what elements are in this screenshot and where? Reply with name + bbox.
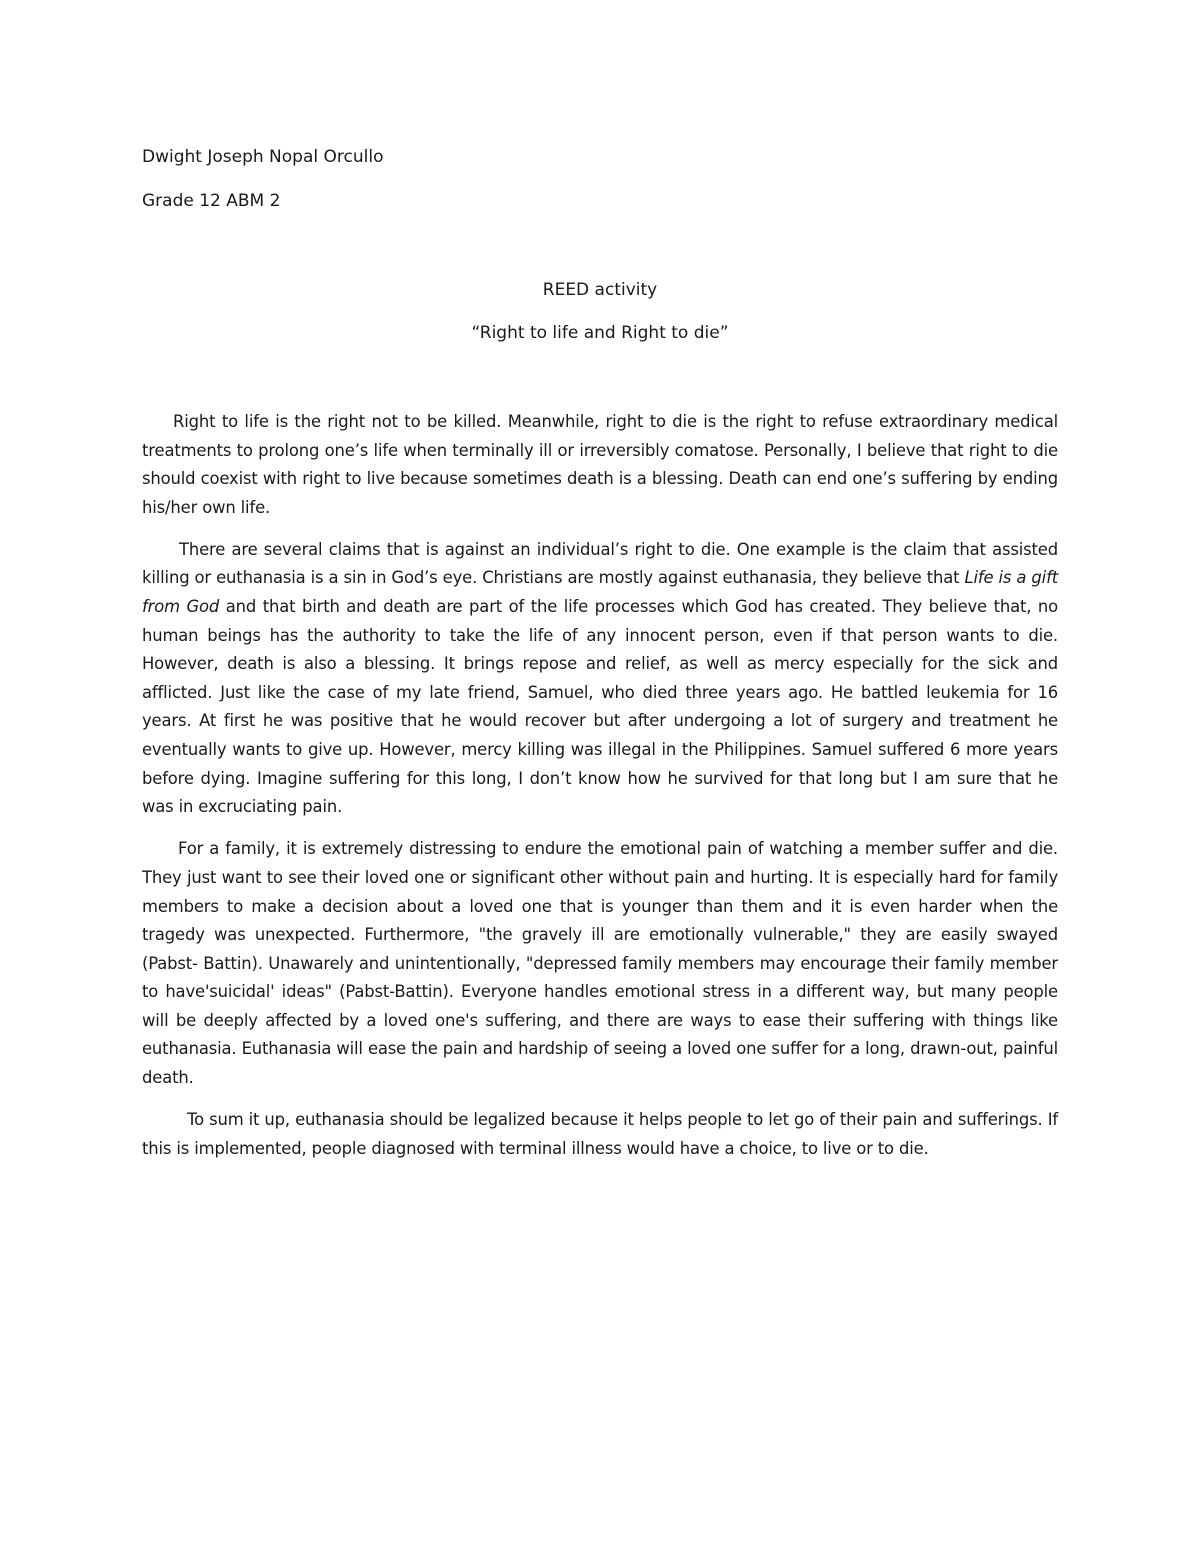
paragraph-2-emphasis: Life is a gift from God [142, 568, 1058, 617]
activity-title: REED activity [542, 280, 658, 300]
essay-body [142, 408, 1058, 1177]
paragraph-2 [142, 536, 1058, 822]
author-name: Dwight Joseph Nopal Orcullo [142, 147, 384, 167]
grade-section: Grade 12 ABM 2 [142, 191, 281, 211]
paragraph-2-text-start: There are several claims that is against an individual’s right to die. One example is the claim that assisted killing or euthanasia is a sin in God’s eye. Christians are mostly against euthanasia, they believe that [142, 539, 1058, 588]
paragraph-2-text-end: and that birth and death are part of the life processes which God has created. They believe that, no human beings has the authority to take the life of any innocent person, even if that person wants to die. However, death is also a blessing. It brings repose and relief, as well as mercy especially for the sick and afflicted. Just like the case of my late friend, Samuel, who died three years ago. He battled leukemia for 16 years. At first he was positive that he would recover but after undergoing a lot of surgery and treatment he eventually wants to give up. However, mercy killing was illegal in the Philippines. Samuel suffered 6 more years before dying. Imagine suffering for this long, I don’t know how he survived for that long but I am sure that he was in excruciating pain. [142, 597, 1058, 817]
paragraph-1: Right to life is the right not to be killed. Meanwhile, right to die is the right to refuse extraordinary medical treatments to prolong one’s life when terminally ill or irreversibly comatose. Personally, I believe that right to die should coexist with right to live because sometimes death is a blessing. Death can end one’s suffering by ending his/her own life. [142, 412, 1058, 517]
paragraph-3: For a family, it is extremely distressing to endure the emotional pain of watching a member suffer and die. They just want to see their loved one or significant other without pain and hurting. It is especially hard for family members to make a decision about a loved one that is younger than them and it is even harder when the tragedy was unexpected. Furthermore, "the gravely ill are emotionally vulnerable," they are easily swayed (Pabst- Battin). Unawarely and unintentionally, "depressed family members may encourage their family member to have'suicidal' ideas" (Pabst-Battin). Everyone handles emotional stress in a different way, but many people will be deeply affected by a loved one's suffering, and there are ways to ease their suffering with things like euthanasia. Euthanasia will ease the pain and hardship of seeing a loved one suffer for a long, drawn-out, painful death. [142, 839, 1058, 1088]
essay-topic: “Right to life and Right to die” [471, 323, 729, 343]
paragraph-4: To sum it up, euthanasia should be legalized because it helps people to let go of their pain and sufferings. If this is implemented, people diagnosed with terminal illness would have a choice, to live or to die. [142, 1110, 1058, 1158]
